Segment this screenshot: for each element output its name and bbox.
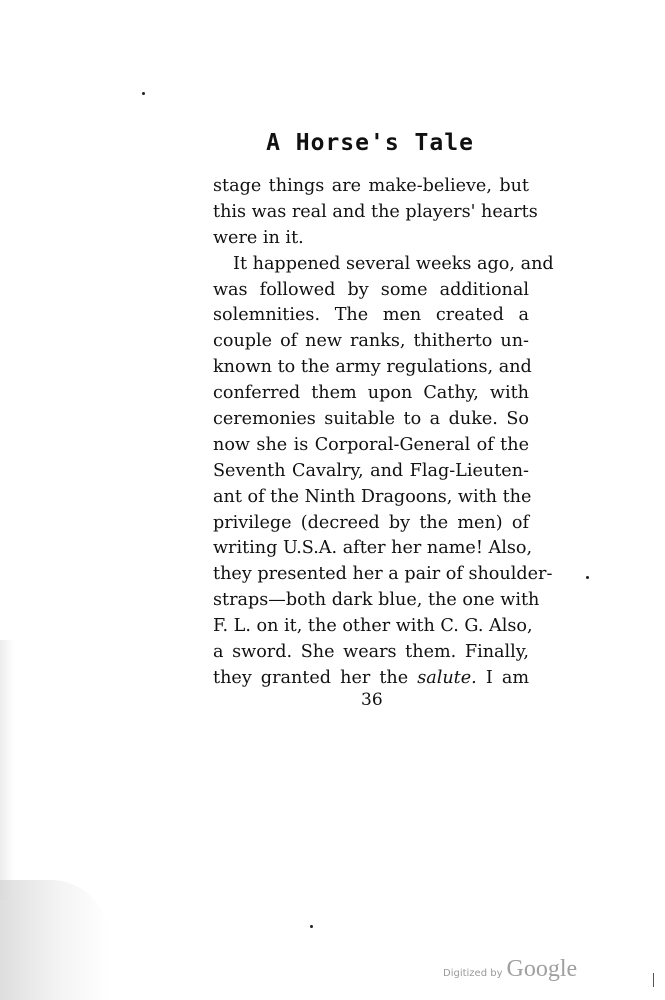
text-line: Seventh Cavalry, and Flag-Lieuten-	[213, 460, 529, 481]
ink-speck	[142, 92, 145, 95]
ink-speck	[586, 576, 589, 579]
text-line: known to the army regulations, and	[213, 357, 532, 378]
page-corner-shadow	[0, 880, 110, 1000]
text-line: were in it.	[213, 227, 304, 248]
scan-edge-mark	[653, 973, 654, 987]
text-line: conferred them upon Cathy, with	[213, 383, 529, 404]
page-number: 36	[361, 690, 383, 710]
text-line-last	[213, 666, 529, 692]
watermark-digitized-text: Digitized by	[443, 968, 503, 979]
running-head: A Horse's Tale	[266, 130, 474, 156]
body-text	[213, 174, 554, 692]
text-line: It happened several weeks ago, and	[233, 253, 554, 274]
text-line-lead: they granted her the	[213, 667, 409, 688]
text-line: privilege (decreed by the men) of	[213, 512, 529, 533]
text-line: ceremonies suitable to a duke. So	[213, 409, 529, 430]
watermark-brand-logo: Google	[506, 956, 578, 982]
page-edge-shadow	[0, 640, 14, 900]
text-line: a sword. She wears them. Finally,	[213, 642, 529, 663]
text-line: this was real and the players' hearts	[213, 201, 538, 222]
italic-word: salute.	[417, 667, 477, 688]
text-line: solemnities. The men created a	[213, 305, 529, 326]
text-line: straps—both dark blue, the one with	[213, 590, 540, 611]
text-line: was followed by some additional	[213, 279, 529, 300]
ink-speck	[310, 925, 313, 928]
text-line: now she is Corporal-General of the	[213, 434, 529, 455]
digitized-watermark	[443, 956, 577, 983]
text-line: they presented her a pair of shoulder-	[213, 564, 553, 585]
text-line: F. L. on it, the other with C. G. Also,	[213, 616, 533, 637]
text-line: couple of new ranks, thitherto un-	[213, 331, 529, 352]
text-line: stage things are make-believe, but	[213, 176, 529, 196]
text-line-tail: I am	[485, 667, 530, 688]
text-line: ant of the Ninth Dragoons, with the	[213, 486, 532, 507]
text-line: writing U.S.A. after her name! Also,	[213, 538, 533, 559]
